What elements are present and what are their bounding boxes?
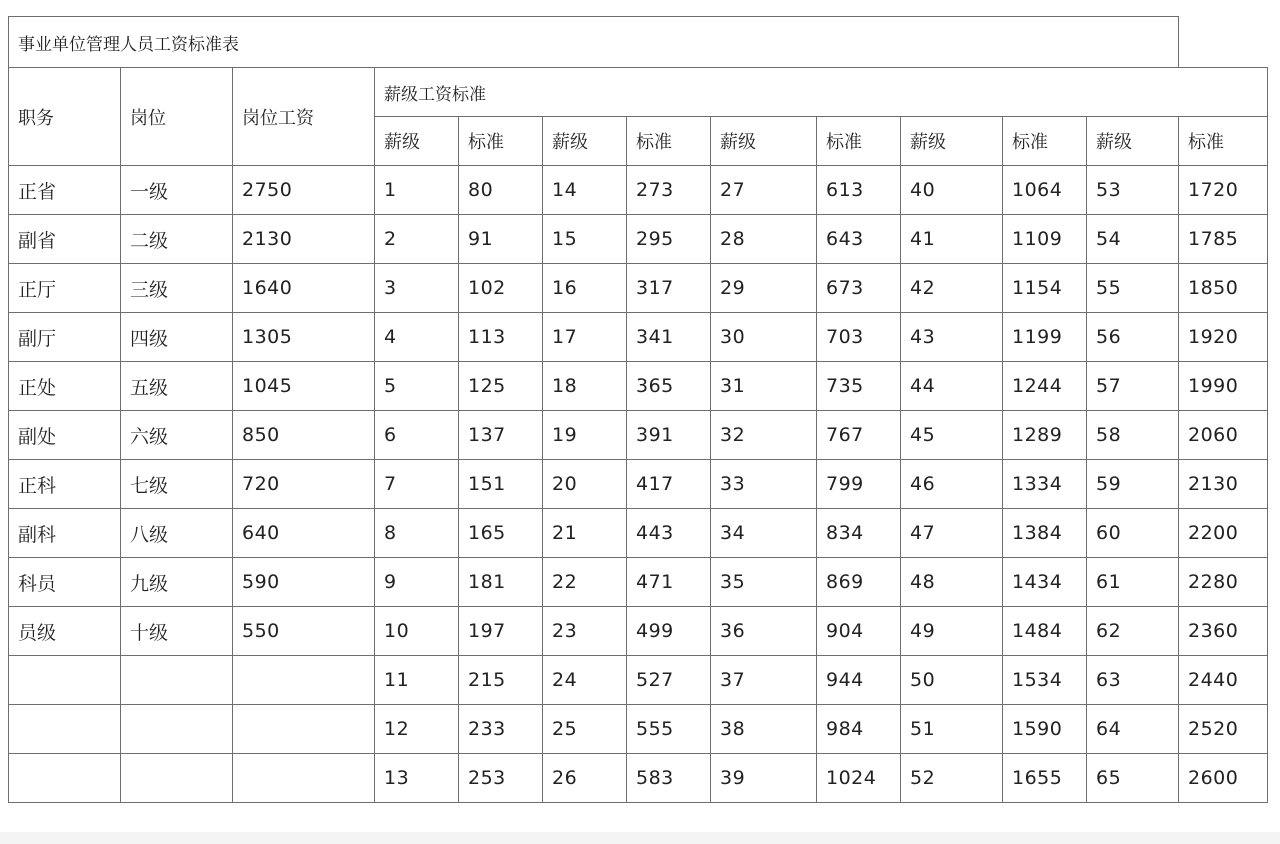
duty-cell — [9, 754, 121, 803]
header-grade: 薪级 — [711, 117, 817, 166]
post-wage-cell: 2750 — [233, 166, 375, 215]
table-row — [9, 313, 1268, 362]
grade-cell: 22 — [543, 558, 627, 607]
grade-cell: 13 — [375, 754, 459, 803]
standard-cell: 944 — [817, 656, 901, 705]
standard-cell: 2600 — [1179, 754, 1268, 803]
grade-cell: 32 — [711, 411, 817, 460]
standard-cell: 1334 — [1003, 460, 1087, 509]
table-row — [9, 215, 1268, 264]
grade-cell: 8 — [375, 509, 459, 558]
standard-cell: 984 — [817, 705, 901, 754]
standard-cell: 583 — [627, 754, 711, 803]
grade-cell: 4 — [375, 313, 459, 362]
header-standard: 标准 — [1003, 117, 1087, 166]
post-cell: 二级 — [121, 215, 233, 264]
grade-cell: 37 — [711, 656, 817, 705]
grade-cell: 31 — [711, 362, 817, 411]
grade-cell: 16 — [543, 264, 627, 313]
grade-cell: 20 — [543, 460, 627, 509]
standard-cell: 165 — [459, 509, 543, 558]
group-header-row — [9, 68, 1268, 117]
standard-cell: 102 — [459, 264, 543, 313]
duty-cell: 副处 — [9, 411, 121, 460]
grade-cell: 42 — [901, 264, 1003, 313]
grade-cell: 39 — [711, 754, 817, 803]
table-row — [9, 509, 1268, 558]
table-row — [9, 362, 1268, 411]
standard-cell: 137 — [459, 411, 543, 460]
duty-cell: 副省 — [9, 215, 121, 264]
grade-cell: 65 — [1087, 754, 1179, 803]
standard-cell: 1109 — [1003, 215, 1087, 264]
header-grade: 薪级 — [1087, 117, 1179, 166]
grade-cell: 55 — [1087, 264, 1179, 313]
standard-cell: 799 — [817, 460, 901, 509]
standard-cell: 555 — [627, 705, 711, 754]
grade-cell: 51 — [901, 705, 1003, 754]
standard-cell: 834 — [817, 509, 901, 558]
table-row — [9, 607, 1268, 656]
post-cell: 七级 — [121, 460, 233, 509]
standard-cell: 91 — [459, 215, 543, 264]
post-wage-cell: 1305 — [233, 313, 375, 362]
post-cell: 一级 — [121, 166, 233, 215]
post-wage-cell — [233, 656, 375, 705]
standard-cell: 613 — [817, 166, 901, 215]
grade-cell: 40 — [901, 166, 1003, 215]
grade-cell: 26 — [543, 754, 627, 803]
duty-cell — [9, 705, 121, 754]
grade-cell: 50 — [901, 656, 1003, 705]
duty-cell: 副厅 — [9, 313, 121, 362]
post-cell: 九级 — [121, 558, 233, 607]
duty-cell: 正科 — [9, 460, 121, 509]
standard-cell: 2200 — [1179, 509, 1268, 558]
grade-cell: 7 — [375, 460, 459, 509]
standard-cell: 1024 — [817, 754, 901, 803]
table-row — [9, 656, 1268, 705]
standard-cell: 1289 — [1003, 411, 1087, 460]
post-cell — [121, 705, 233, 754]
grade-cell: 38 — [711, 705, 817, 754]
grade-cell: 21 — [543, 509, 627, 558]
standard-cell: 703 — [817, 313, 901, 362]
grade-cell: 18 — [543, 362, 627, 411]
header-standard: 标准 — [1179, 117, 1268, 166]
post-wage-cell — [233, 705, 375, 754]
standard-cell: 1720 — [1179, 166, 1268, 215]
salary-sheet — [8, 16, 1270, 803]
duty-cell: 员级 — [9, 607, 121, 656]
standard-cell: 443 — [627, 509, 711, 558]
table-row — [9, 705, 1268, 754]
standard-cell: 215 — [459, 656, 543, 705]
page-bottom-edge — [0, 832, 1280, 844]
duty-cell: 正厅 — [9, 264, 121, 313]
grade-cell: 62 — [1087, 607, 1179, 656]
standard-cell: 253 — [459, 754, 543, 803]
grade-cell: 36 — [711, 607, 817, 656]
post-wage-cell: 590 — [233, 558, 375, 607]
table-row — [9, 166, 1268, 215]
standard-cell: 341 — [627, 313, 711, 362]
grade-cell: 59 — [1087, 460, 1179, 509]
standard-cell: 1199 — [1003, 313, 1087, 362]
grade-cell: 52 — [901, 754, 1003, 803]
standard-cell: 1484 — [1003, 607, 1087, 656]
header-standard: 标准 — [627, 117, 711, 166]
post-cell — [121, 754, 233, 803]
post-wage-cell: 1640 — [233, 264, 375, 313]
grade-cell: 3 — [375, 264, 459, 313]
post-wage-cell: 550 — [233, 607, 375, 656]
header-standard: 标准 — [459, 117, 543, 166]
grade-cell: 5 — [375, 362, 459, 411]
grade-cell: 25 — [543, 705, 627, 754]
table-row — [9, 411, 1268, 460]
grade-cell: 6 — [375, 411, 459, 460]
grade-cell: 61 — [1087, 558, 1179, 607]
standard-cell: 1154 — [1003, 264, 1087, 313]
grade-cell: 17 — [543, 313, 627, 362]
grade-cell: 54 — [1087, 215, 1179, 264]
grade-cell: 19 — [543, 411, 627, 460]
standard-cell: 527 — [627, 656, 711, 705]
table-row — [9, 264, 1268, 313]
standard-cell: 417 — [627, 460, 711, 509]
standard-cell: 151 — [459, 460, 543, 509]
post-wage-cell: 2130 — [233, 215, 375, 264]
standard-cell: 1590 — [1003, 705, 1087, 754]
grade-cell: 63 — [1087, 656, 1179, 705]
grade-cell: 12 — [375, 705, 459, 754]
post-wage-cell — [233, 754, 375, 803]
header-post-wage: 岗位工资 — [233, 68, 375, 166]
standard-cell: 2280 — [1179, 558, 1268, 607]
grade-cell: 10 — [375, 607, 459, 656]
post-cell — [121, 656, 233, 705]
standard-cell: 735 — [817, 362, 901, 411]
post-cell: 四级 — [121, 313, 233, 362]
grade-cell: 34 — [711, 509, 817, 558]
post-wage-cell: 1045 — [233, 362, 375, 411]
standard-cell: 181 — [459, 558, 543, 607]
standard-cell: 471 — [627, 558, 711, 607]
standard-cell: 295 — [627, 215, 711, 264]
duty-cell: 正省 — [9, 166, 121, 215]
grade-cell: 27 — [711, 166, 817, 215]
grade-cell: 57 — [1087, 362, 1179, 411]
standard-cell: 1384 — [1003, 509, 1087, 558]
grade-cell: 33 — [711, 460, 817, 509]
standard-cell: 643 — [817, 215, 901, 264]
standard-cell: 2360 — [1179, 607, 1268, 656]
table-row — [9, 754, 1268, 803]
grade-cell: 29 — [711, 264, 817, 313]
grade-cell: 24 — [543, 656, 627, 705]
grade-cell: 1 — [375, 166, 459, 215]
grade-cell: 60 — [1087, 509, 1179, 558]
header-duty: 职务 — [9, 68, 121, 166]
standard-cell: 1785 — [1179, 215, 1268, 264]
post-cell: 三级 — [121, 264, 233, 313]
standard-cell: 113 — [459, 313, 543, 362]
grade-cell: 9 — [375, 558, 459, 607]
grade-cell: 35 — [711, 558, 817, 607]
standard-cell: 1850 — [1179, 264, 1268, 313]
grade-cell: 44 — [901, 362, 1003, 411]
post-wage-cell: 640 — [233, 509, 375, 558]
grade-cell: 14 — [543, 166, 627, 215]
table-title: 事业单位管理人员工资标准表 — [9, 17, 1179, 68]
standard-cell: 767 — [817, 411, 901, 460]
standard-cell: 904 — [817, 607, 901, 656]
grade-cell: 46 — [901, 460, 1003, 509]
header-standard: 标准 — [817, 117, 901, 166]
standard-cell: 2060 — [1179, 411, 1268, 460]
header-grade: 薪级 — [543, 117, 627, 166]
standard-cell: 869 — [817, 558, 901, 607]
table-row — [9, 558, 1268, 607]
salary-table — [8, 16, 1268, 803]
post-wage-cell: 850 — [233, 411, 375, 460]
standard-cell: 1534 — [1003, 656, 1087, 705]
standard-cell: 233 — [459, 705, 543, 754]
standard-cell: 673 — [817, 264, 901, 313]
standard-cell: 365 — [627, 362, 711, 411]
post-cell: 八级 — [121, 509, 233, 558]
standard-cell: 1244 — [1003, 362, 1087, 411]
standard-cell: 1920 — [1179, 313, 1268, 362]
duty-cell — [9, 656, 121, 705]
header-post: 岗位 — [121, 68, 233, 166]
grade-cell: 30 — [711, 313, 817, 362]
grade-cell: 49 — [901, 607, 1003, 656]
grade-cell: 28 — [711, 215, 817, 264]
standard-cell: 125 — [459, 362, 543, 411]
standard-cell: 1064 — [1003, 166, 1087, 215]
grade-cell: 58 — [1087, 411, 1179, 460]
standard-cell: 317 — [627, 264, 711, 313]
grade-cell: 47 — [901, 509, 1003, 558]
post-cell: 五级 — [121, 362, 233, 411]
standard-cell: 499 — [627, 607, 711, 656]
grade-cell: 56 — [1087, 313, 1179, 362]
title-row — [9, 17, 1268, 68]
table-row — [9, 460, 1268, 509]
grade-cell: 43 — [901, 313, 1003, 362]
grade-cell: 53 — [1087, 166, 1179, 215]
grade-cell: 45 — [901, 411, 1003, 460]
standard-cell: 273 — [627, 166, 711, 215]
grade-cell: 41 — [901, 215, 1003, 264]
standard-cell: 2130 — [1179, 460, 1268, 509]
grade-cell: 48 — [901, 558, 1003, 607]
standard-cell: 2520 — [1179, 705, 1268, 754]
post-wage-cell: 720 — [233, 460, 375, 509]
duty-cell: 正处 — [9, 362, 121, 411]
standard-cell: 197 — [459, 607, 543, 656]
header-grade: 薪级 — [901, 117, 1003, 166]
duty-cell: 科员 — [9, 558, 121, 607]
grade-cell: 64 — [1087, 705, 1179, 754]
standard-cell: 391 — [627, 411, 711, 460]
grade-cell: 23 — [543, 607, 627, 656]
standard-cell: 1990 — [1179, 362, 1268, 411]
standard-cell: 1655 — [1003, 754, 1087, 803]
header-grade: 薪级 — [375, 117, 459, 166]
grade-cell: 15 — [543, 215, 627, 264]
grade-cell: 11 — [375, 656, 459, 705]
standard-cell: 2440 — [1179, 656, 1268, 705]
duty-cell: 副科 — [9, 509, 121, 558]
standard-cell: 1434 — [1003, 558, 1087, 607]
post-cell: 六级 — [121, 411, 233, 460]
post-cell: 十级 — [121, 607, 233, 656]
standard-cell: 80 — [459, 166, 543, 215]
grade-cell: 2 — [375, 215, 459, 264]
header-grade-wage-standard: 薪级工资标准 — [375, 68, 1268, 117]
